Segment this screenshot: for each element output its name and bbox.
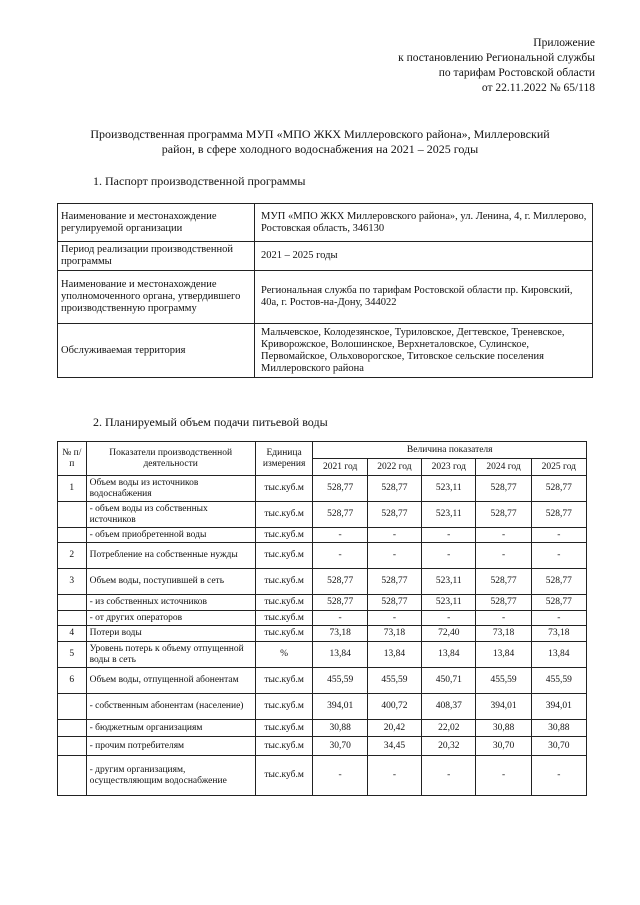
- appendix-line: от 22.11.2022 № 65/118: [481, 82, 595, 94]
- row-number: [58, 528, 87, 543]
- row-unit: тыс.куб.м: [255, 737, 313, 756]
- row-value: 528,77: [476, 595, 531, 611]
- row-value: 394,01: [531, 694, 586, 720]
- passport-key: Наименование и местонахождение уполномоченного органа, утвердившего производственную программу: [58, 271, 255, 324]
- table-row: [58, 756, 587, 796]
- row-value: -: [313, 543, 367, 569]
- row-value: 73,18: [531, 626, 586, 642]
- header-year: 2025 год: [531, 459, 586, 476]
- header-year: 2022 год: [367, 459, 421, 476]
- row-number: 5: [58, 642, 87, 668]
- header-year: 2023 год: [422, 459, 476, 476]
- row-value: 13,84: [313, 642, 367, 668]
- row-value: -: [531, 543, 586, 569]
- row-value: 20,42: [367, 720, 421, 737]
- row-value: -: [476, 543, 531, 569]
- header-unit: Единица измерения: [255, 442, 313, 476]
- row-value: 528,77: [476, 569, 531, 595]
- table-body: [58, 476, 587, 796]
- row-value: -: [367, 611, 421, 626]
- title-line: Производственная программа МУП «МПО ЖКХ Миллеровского района», Миллеровский: [90, 127, 550, 141]
- row-value: 400,72: [367, 694, 421, 720]
- table-row: [58, 543, 587, 569]
- row-value: 528,77: [367, 569, 421, 595]
- header-year: 2021 год: [313, 459, 367, 476]
- row-value: 455,59: [313, 668, 367, 694]
- row-value: 528,77: [313, 569, 367, 595]
- row-value: 528,77: [531, 569, 586, 595]
- row-value: 22,02: [422, 720, 476, 737]
- row-value: 455,59: [531, 668, 586, 694]
- passport-row: [58, 204, 593, 242]
- row-unit: тыс.куб.м: [255, 543, 313, 569]
- row-unit: %: [255, 642, 313, 668]
- document-title: [70, 127, 570, 157]
- row-indicator: Потребление на собственные нужды: [86, 543, 255, 569]
- row-number: [58, 611, 87, 626]
- row-number: [58, 756, 87, 796]
- row-value: -: [422, 528, 476, 543]
- passport-value: МУП «МПО ЖКХ Миллеровского района», ул. Ленина, 4, г. Миллерово, Ростовская область, 346130: [255, 204, 593, 242]
- passport-row: [58, 271, 593, 324]
- row-value: -: [476, 756, 531, 796]
- table-row: [58, 642, 587, 668]
- section-heading-passport: 1. Паспорт производственной программы: [93, 174, 306, 188]
- title-line: район, в сфере холодного водоснабжения на 2021 – 2025 годы: [161, 142, 479, 156]
- row-unit: тыс.куб.м: [255, 668, 313, 694]
- row-unit: тыс.куб.м: [255, 756, 313, 796]
- section-heading-volume: 2. Планируемый объем подачи питьевой воды: [93, 415, 328, 429]
- passport-table: [57, 203, 593, 378]
- row-value: 30,88: [313, 720, 367, 737]
- row-value: 13,84: [531, 642, 586, 668]
- row-indicator: Объем воды, поступившей в сеть: [86, 569, 255, 595]
- table-row: [58, 668, 587, 694]
- row-value: -: [476, 611, 531, 626]
- row-value: 528,77: [367, 595, 421, 611]
- row-value: -: [367, 756, 421, 796]
- header-num: № п/п: [58, 442, 87, 476]
- row-number: [58, 595, 87, 611]
- row-value: 34,45: [367, 737, 421, 756]
- passport-value: 2021 – 2025 годы: [255, 242, 593, 271]
- row-value: 13,84: [367, 642, 421, 668]
- table-row: [58, 626, 587, 642]
- row-indicator: - объем воды из собственных источников: [86, 502, 255, 528]
- row-number: 2: [58, 543, 87, 569]
- table-row: [58, 476, 587, 502]
- row-value: 30,70: [313, 737, 367, 756]
- row-indicator: - от других операторов: [86, 611, 255, 626]
- row-unit: тыс.куб.м: [255, 569, 313, 595]
- row-value: 528,77: [531, 476, 586, 502]
- row-value: 455,59: [367, 668, 421, 694]
- row-value: 72,40: [422, 626, 476, 642]
- row-value: 528,77: [531, 502, 586, 528]
- row-value: 30,70: [476, 737, 531, 756]
- row-indicator: - прочим потребителям: [86, 737, 255, 756]
- row-indicator: - из собственных источников: [86, 595, 255, 611]
- table-row: [58, 694, 587, 720]
- row-value: 13,84: [422, 642, 476, 668]
- passport-row: [58, 324, 593, 378]
- row-value: 394,01: [476, 694, 531, 720]
- row-indicator: Уровень потерь к объему отпущенной воды в сеть: [86, 642, 255, 668]
- table-row: [58, 595, 587, 611]
- table-row: [58, 569, 587, 595]
- row-value: -: [313, 756, 367, 796]
- row-value: 528,77: [367, 502, 421, 528]
- header-year: 2024 год: [476, 459, 531, 476]
- row-number: 3: [58, 569, 87, 595]
- row-value: 30,70: [531, 737, 586, 756]
- row-value: 523,11: [422, 595, 476, 611]
- row-value: 528,77: [313, 476, 367, 502]
- row-value: 394,01: [313, 694, 367, 720]
- row-indicator: Объем воды из источников водоснабжения: [86, 476, 255, 502]
- passport-key: Наименование и местонахождение регулируемой организации: [58, 204, 255, 242]
- table-row: [58, 720, 587, 737]
- row-number: 1: [58, 476, 87, 502]
- row-value: -: [531, 611, 586, 626]
- row-value: 528,77: [476, 502, 531, 528]
- row-unit: тыс.куб.м: [255, 595, 313, 611]
- row-indicator: Потери воды: [86, 626, 255, 642]
- row-value: -: [313, 528, 367, 543]
- row-number: [58, 720, 87, 737]
- row-unit: тыс.куб.м: [255, 528, 313, 543]
- row-value: 523,11: [422, 476, 476, 502]
- row-indicator: Объем воды, отпущенной абонентам: [86, 668, 255, 694]
- table-row: [58, 502, 587, 528]
- row-value: -: [367, 528, 421, 543]
- row-indicator: - другим организациям, осуществляющим водоснабжение: [86, 756, 255, 796]
- row-unit: тыс.куб.м: [255, 720, 313, 737]
- table-header-row: [58, 442, 587, 459]
- row-value: 523,11: [422, 569, 476, 595]
- passport-row: [58, 242, 593, 271]
- row-value: 528,77: [476, 476, 531, 502]
- appendix-line: к постановлению Региональной службы: [398, 52, 595, 64]
- row-unit: тыс.куб.м: [255, 694, 313, 720]
- row-value: -: [422, 543, 476, 569]
- row-number: [58, 737, 87, 756]
- table-row: [58, 528, 587, 543]
- header-indicator: Показатели производственной деятельности: [86, 442, 255, 476]
- row-value: 73,18: [367, 626, 421, 642]
- row-value: -: [531, 528, 586, 543]
- water-volume-table: [57, 441, 587, 796]
- row-value: 455,59: [476, 668, 531, 694]
- appendix-line: Приложение: [533, 37, 595, 49]
- table-row: [58, 737, 587, 756]
- row-indicator: - бюджетным организациям: [86, 720, 255, 737]
- row-number: [58, 502, 87, 528]
- row-number: 4: [58, 626, 87, 642]
- row-value: 528,77: [367, 476, 421, 502]
- row-number: 6: [58, 668, 87, 694]
- row-value: -: [313, 611, 367, 626]
- table-row: [58, 611, 587, 626]
- header-value: Величина показателя: [313, 442, 587, 459]
- appendix-line: по тарифам Ростовской области: [438, 67, 595, 79]
- row-value: 30,88: [531, 720, 586, 737]
- row-value: 20,32: [422, 737, 476, 756]
- row-value: 73,18: [313, 626, 367, 642]
- appendix-header: [335, 36, 595, 96]
- row-value: 73,18: [476, 626, 531, 642]
- row-value: -: [422, 611, 476, 626]
- row-indicator: - объем приобретенной воды: [86, 528, 255, 543]
- row-value: 30,88: [476, 720, 531, 737]
- passport-key: Период реализации производственной программы: [58, 242, 255, 271]
- row-value: -: [476, 528, 531, 543]
- row-indicator: - собственным абонентам (население): [86, 694, 255, 720]
- row-value: -: [531, 756, 586, 796]
- row-value: -: [367, 543, 421, 569]
- passport-key: Обслуживаемая территория: [58, 324, 255, 378]
- row-value: 408,37: [422, 694, 476, 720]
- row-value: -: [422, 756, 476, 796]
- row-unit: тыс.куб.м: [255, 626, 313, 642]
- passport-value: Мальчевское, Колодезянское, Туриловское, Дегтевское, Треневское, Криворожское, Волошинское, Верхнеталовское, Сулинское, Первомайское, Ольховорогское, Титовское сельские поселения Миллеровского района: [255, 324, 593, 378]
- row-number: [58, 694, 87, 720]
- row-value: 13,84: [476, 642, 531, 668]
- row-value: 450,71: [422, 668, 476, 694]
- row-unit: тыс.куб.м: [255, 502, 313, 528]
- row-value: 528,77: [313, 502, 367, 528]
- row-value: 523,11: [422, 502, 476, 528]
- passport-value: Региональная служба по тарифам Ростовской области пр. Кировский, 40а, г. Ростов-на-Дону, 344022: [255, 271, 593, 324]
- row-value: 528,77: [531, 595, 586, 611]
- row-unit: тыс.куб.м: [255, 611, 313, 626]
- row-value: 528,77: [313, 595, 367, 611]
- row-unit: тыс.куб.м: [255, 476, 313, 502]
